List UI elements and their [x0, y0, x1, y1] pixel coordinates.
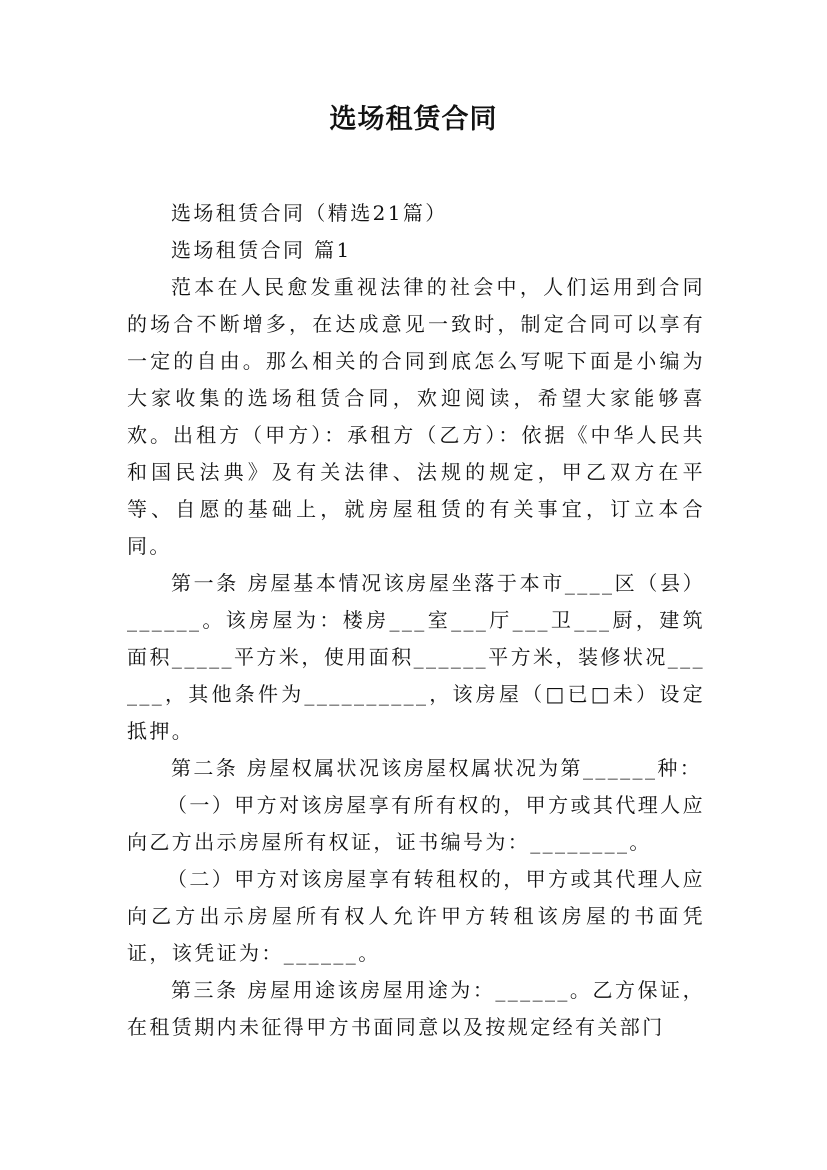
article-3-paragraph: 第三条 房屋用途该房屋用途为：______。乙方保证，在租赁期内未征得甲方书面同意以及按规定经有关部门 [127, 978, 705, 1039]
section-heading: 选场租赁合同 篇1 [171, 238, 352, 262]
article-1-paragraph: 第一条 房屋基本情况该房屋坐落于本市____区（县）______。该房屋为：楼房___室___厅___卫___厨，建筑面积_____平方米，使用面积______平方米，装修状况______，其他条件为__________，该房屋（□已□未）设定抵押。 [127, 571, 705, 743]
article-2-item-1: （一）甲方对该房屋享有所有权的，甲方或其代理人应向乙方出示房屋所有权证，证书编号为：________。 [127, 793, 705, 854]
intro-paragraph: 范本在人民愈发重视法律的社会中，人们运用到合同的场合不断增多，在达成意见一致时，制定合同可以享有一定的自由。那么相关的合同到底怎么写呢下面是小编为大家收集的选场租赁合同，欢迎阅读，希望大家能够喜欢。出租方（甲方）：承租方（乙方）：依据《中华人民共和国民法典》及有关法律、法规的规定，甲乙双方在平等、自愿的基础上，就房屋租赁的有关事宜，订立本合同。 [127, 275, 705, 558]
article-2-item-2: （二）甲方对该房屋享有转租权的，甲方或其代理人应向乙方出示房屋所有权人允许甲方转租该房屋的书面凭证，该凭证为：______。 [127, 867, 705, 965]
collection-subtitle: 选场租赁合同（精选21篇） [171, 201, 448, 225]
document-title: 选场租赁合同 [329, 104, 498, 135]
article-2-paragraph: 第二条 房屋权属状况该房屋权属状况为第______种： [171, 756, 703, 780]
document-body [127, 195, 705, 1046]
